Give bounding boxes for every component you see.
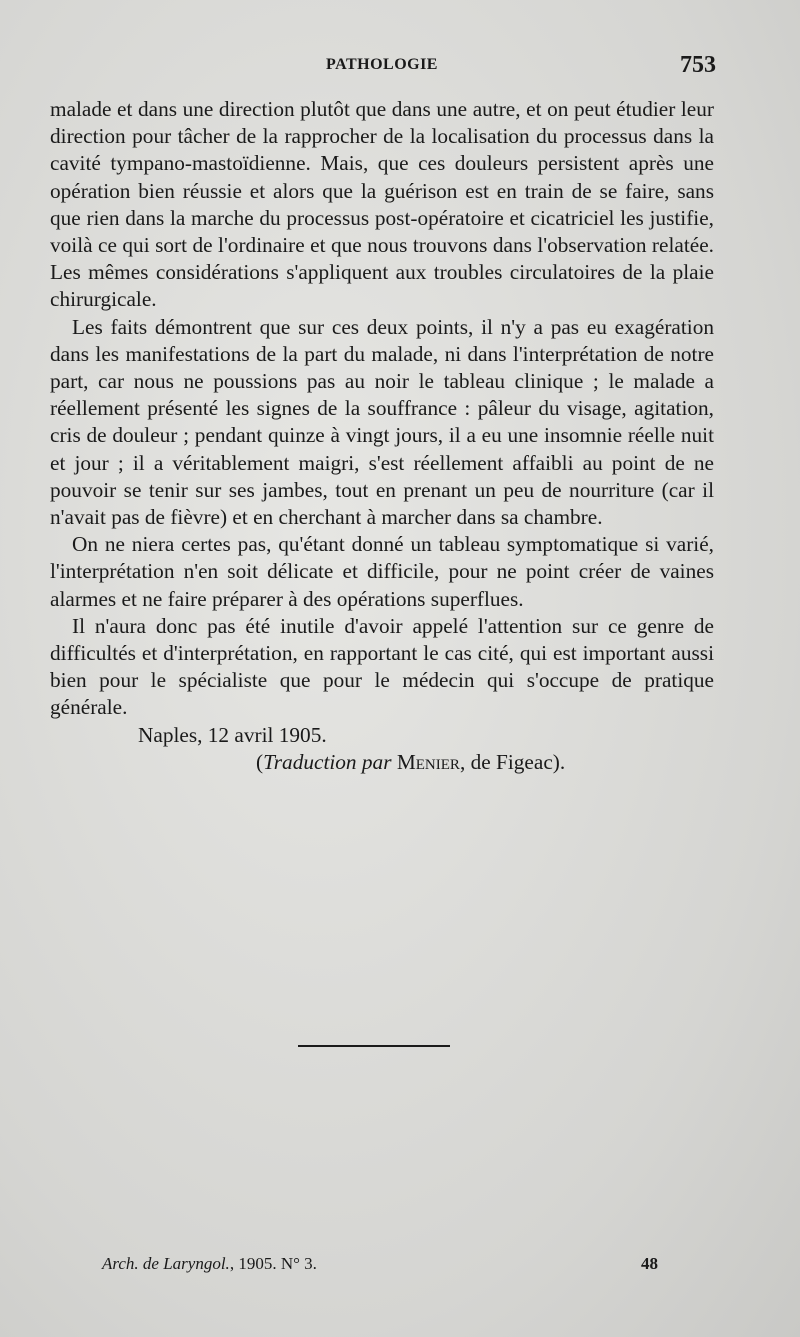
running-header [0, 52, 800, 82]
paragraph-3: On ne niera certes pas, qu'étant donné un tableau symptomatique si varié, l'interprétation n'en soit délicate et difficile, pour ne point créer de vaines alarmes et ne faire préparer à des opérations superflues. [50, 532, 714, 611]
translation-label: Traduction par [263, 749, 392, 774]
running-head-title: PATHOLOGIE [326, 56, 438, 73]
paragraph-4: Il n'aura donc pas été inutile d'avoir appelé l'attention sur ce genre de difficultés et d'interprétation, en rapportant le cas cité, qui est important aussi bien pour le spécialiste que pour le médecin qui s'occupe de pratique générale. [50, 613, 714, 720]
paragraph-2: Les faits démontrent que sur ces deux points, il n'y a pas eu exagération dans les manifestations de la part du malade, ni dans l'interprétation de notre part, car nous ne poussions pas au noir le tableau clinique ; le malade a réellement présenté les signes de la souffrance : pâleur du visage, agitation, cris de douleur ; pendant quinze à vingt jours, il a eu une insomnie réelle nuit et jour ; il a véritablement maigri, s'est réellement affaibli au point de ne pouvoir se tenir sur ses jambes, tout en prenant un peu de nourriture (car il n'avait pas de fièvre) et en cherchant à marcher dans sa chambre. [50, 314, 714, 530]
section-divider [298, 1045, 450, 1047]
translation-credit [50, 749, 714, 776]
page-number: 753 [680, 52, 716, 78]
translator-name: Menier [396, 749, 460, 774]
footer-signature-mark: 48 [641, 1254, 658, 1273]
footer-journal-title: Arch. de Laryngol. [102, 1254, 230, 1273]
page-footer [0, 1254, 800, 1278]
translation-open-paren: ( [256, 749, 264, 774]
paragraph-1: malade et dans une direction plutôt que dans une autre, et on peut étudier leur direction pour tâcher de la rapprocher de la localisation du processus dans la cavité tympano-mastoïdienne. Mais, que ces douleurs persistent après une opération bien réussie et alors que la guérison est en train de se faire, sans que rien dans la marche du processus post-opératoire et cicatriciel les justifie, voilà ce qui sort de l'ordinaire et que nous trouvons dans l'observation relatée. Les mêmes considérations s'appliquent aux troubles circulatoires de la plaie chirurgicale. [50, 97, 714, 312]
footer-issue: , 1905. N° 3. [229, 1254, 317, 1273]
signature-place-date: Naples, 12 avril 1905. [138, 722, 327, 747]
body-text [50, 96, 714, 776]
translator-location: , de Figeac). [459, 749, 566, 774]
footer-journal-ref [102, 1254, 317, 1274]
